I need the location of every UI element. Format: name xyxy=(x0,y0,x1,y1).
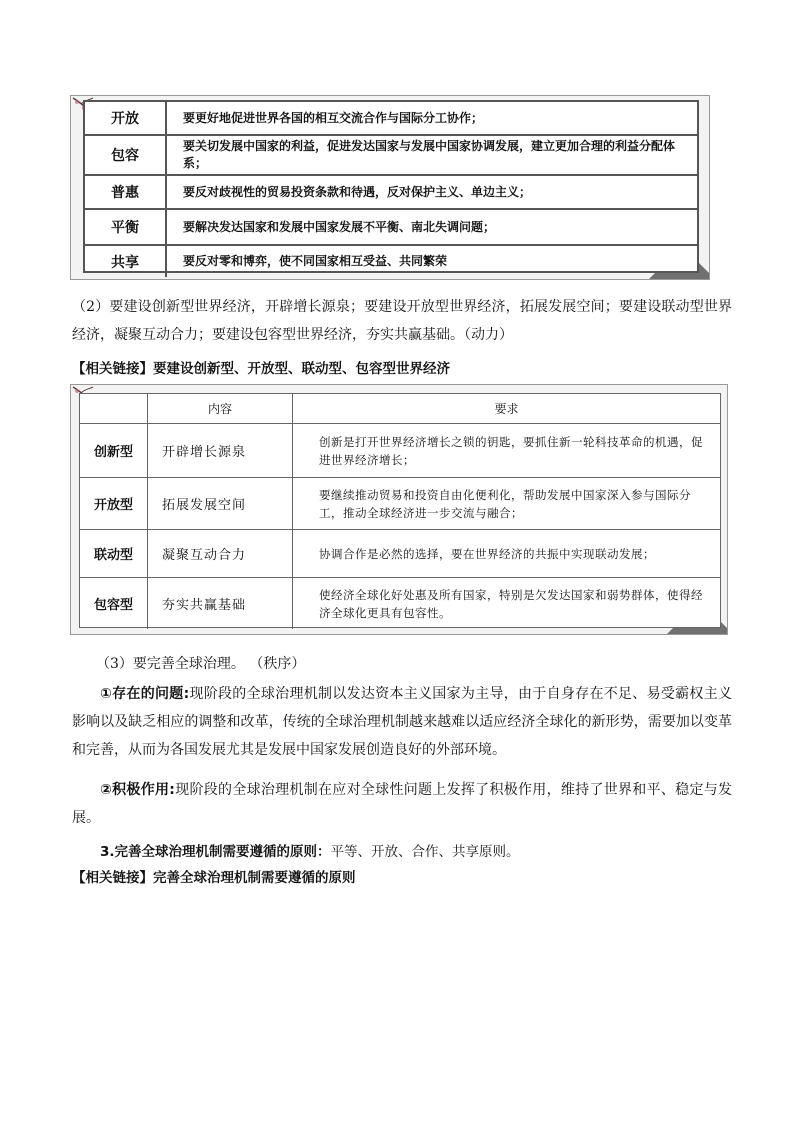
economy-type: 创新型 xyxy=(80,424,148,477)
principle-key: 包容 xyxy=(85,136,167,174)
principle-key: 共享 xyxy=(85,246,167,277)
table-row xyxy=(80,424,720,478)
header-content: 内容 xyxy=(148,394,293,423)
table-row xyxy=(85,246,697,277)
table-row xyxy=(80,578,720,629)
table-row xyxy=(85,210,697,246)
principle-value: 要反对歧视性的贸易投资条款和待遇，反对保护主义、单边主义； xyxy=(183,184,532,199)
header-empty-cell xyxy=(80,394,148,423)
principle-key: 普惠 xyxy=(85,176,167,208)
existing-problems-label: ①存在的问题: xyxy=(100,686,190,702)
principle-value: 要反对零和博弈，使不同国家相互受益、共同繁荣 xyxy=(183,254,448,268)
principles-text: 平等、开放、合作、共享原则。 xyxy=(330,844,520,860)
existing-problems-text: 现阶段的全球治理机制以发达资本主义国家为主导，由于自身存在不足、易受霸权主义影响以及缺乏相应的调整和改革，传统的全球治理机制越来越难以适应经济全球化的新形势，需要加以变革和完善，从而为各国发展尤其是发展中国家发展创造良好的外部环境。 xyxy=(72,686,733,758)
header-requirement: 要求 xyxy=(494,401,519,416)
positive-role-label: ②积极作用: xyxy=(100,782,175,798)
economy-content: 夯实共赢基础 xyxy=(148,578,293,629)
principle-value: 要关切发展中国家的利益，促进发达国家与发展中国家协调发展，建立更加合理的利益分配体系； xyxy=(183,139,676,170)
principles-table xyxy=(83,100,699,273)
paragraph-principles xyxy=(72,838,732,866)
related-link-label: 【相关链接】 xyxy=(72,361,153,377)
paragraph-governance: （3）要完善全球治理。 （秩序） xyxy=(96,656,306,672)
related-link-text: 完善全球治理机制需要遵循的原则 xyxy=(153,870,356,886)
economy-content: 拓展发展空间 xyxy=(148,478,293,529)
economy-type: 联动型 xyxy=(80,530,148,577)
economy-type: 开放型 xyxy=(80,478,148,529)
table-row xyxy=(85,176,697,210)
related-link-text: 要建设创新型、开放型、联动型、包容型世界经济 xyxy=(153,361,450,377)
paragraph-economy: （2）要建设创新型世界经济，开辟增长源泉；要建设开放型世界经济，拓展发展空间；要建设联动型世界经济，凝聚互动合力；要建设包容型世界经济，夯实共赢基础。（动力） xyxy=(72,299,732,343)
paragraph-existing-problems xyxy=(72,680,732,764)
table-row xyxy=(80,478,720,530)
paragraph-positive-role xyxy=(72,776,732,832)
economy-content: 开辟增长源泉 xyxy=(148,424,293,477)
principles-label: 3.完善全球治理机制需要遵循的原则： xyxy=(100,844,331,860)
related-link-label: 【相关链接】 xyxy=(72,870,153,886)
economy-content: 凝聚互动合力 xyxy=(148,530,293,577)
related-link-heading xyxy=(72,864,732,892)
table-row xyxy=(80,530,720,578)
related-link-heading xyxy=(72,355,732,383)
principles-table-image xyxy=(70,95,710,280)
table-row xyxy=(85,136,697,176)
economy-requirement: 创新是打开世界经济增长之锁的钥匙，要抓住新一轮科技革命的机遇，促进世界经济增长； xyxy=(319,434,703,467)
principle-key: 开放 xyxy=(85,102,167,134)
economy-requirement: 协调合作是必然的选择，要在世界经济的共振中实现联动发展； xyxy=(319,546,655,561)
principle-value: 要解决发达国家和发展中国家发展不平衡、南北失调问题； xyxy=(183,219,496,234)
principle-value: 要更好地促进世界各国的相互交流合作与国际分工协作； xyxy=(183,110,484,125)
table-row xyxy=(85,102,697,136)
principle-key: 平衡 xyxy=(85,210,167,244)
economy-requirement: 使经济全球化好处惠及所有国家，特别是欠发达国家和弱势群体，使得经济全球化更具有包容性。 xyxy=(319,587,703,620)
economy-type: 包容型 xyxy=(80,578,148,629)
economy-types-table-image xyxy=(70,384,728,635)
economy-types-table xyxy=(79,393,721,628)
table-header-row xyxy=(80,394,720,424)
positive-role-text: 现阶段的全球治理机制在应对全球性问题上发挥了积极作用，维持了世界和平、稳定与发展。 xyxy=(72,782,733,826)
economy-requirement: 要继续推动贸易和投资自由化便利化，帮助发展中国家深入参与国际分工，推动全球经济进一步交流与融合； xyxy=(319,487,691,520)
